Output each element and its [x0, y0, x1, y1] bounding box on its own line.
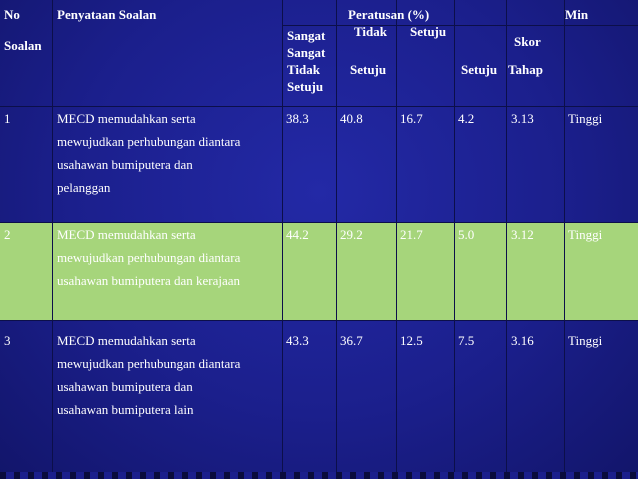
row-tahap: Tinggi [568, 333, 603, 348]
row-min: 3.12 [511, 227, 534, 242]
header-tidak: Tidak [354, 24, 388, 39]
row-ss: 4.2 [458, 111, 475, 126]
header-no: No [4, 7, 20, 22]
grid-line [52, 0, 53, 472]
row-no: 1 [4, 111, 11, 126]
row-statement: MECD memudahkan serta mewujudkan perhubungan diantara usahawan bumiputera dan kerajaan [57, 227, 241, 288]
header-sangat-setuju: Setuju [461, 62, 498, 77]
row-s: 16.7 [400, 111, 423, 126]
row-no: 3 [4, 333, 11, 348]
grid-line [396, 0, 397, 472]
row-no: 2 [4, 227, 11, 242]
grid-line [454, 0, 455, 472]
row-s: 21.7 [400, 227, 423, 242]
grid-line [336, 0, 337, 472]
header-peratusan: Peratusan (%) [348, 7, 430, 22]
bottom-decoration [0, 472, 638, 479]
row-ss: 7.5 [458, 333, 475, 348]
row-sts: 44.2 [286, 227, 309, 242]
header-soalan: Soalan [4, 38, 42, 53]
row-tahap: Tinggi [568, 111, 603, 126]
grid-line [564, 0, 565, 472]
row-min: 3.13 [511, 111, 534, 126]
row-s: 12.5 [400, 333, 423, 348]
grid-line [282, 25, 638, 26]
header-skor: Skor [514, 34, 541, 49]
grid-line [282, 0, 283, 472]
grid-line [0, 320, 638, 321]
row-statement: MECD memudahkan serta mewujudkan perhubungan diantara usahawan bumiputera dan usahawan bumiputera lain [57, 333, 241, 417]
row-ts: 36.7 [340, 333, 363, 348]
row-tahap: Tinggi [568, 227, 603, 242]
row-min: 3.16 [511, 333, 534, 348]
row-ts: 40.8 [340, 111, 363, 126]
header-sangat-tidak-setuju: Sangat Sangat Tidak Setuju [287, 28, 326, 94]
row-statement: MECD memudahkan serta mewujudkan perhubungan diantara usahawan bumiputera dan pelanggan [57, 111, 241, 195]
row-sts: 38.3 [286, 111, 309, 126]
header-tidak-setuju: Setuju [350, 62, 387, 77]
header-tahap: Tahap [508, 62, 543, 77]
row-ts: 29.2 [340, 227, 363, 242]
header-penyataan: Penyataan Soalan [57, 7, 157, 22]
header-setuju: Setuju [410, 24, 447, 39]
header-min: Min [565, 7, 589, 22]
row-ss: 5.0 [458, 227, 475, 242]
grid-line [506, 0, 507, 472]
row-sts: 43.3 [286, 333, 309, 348]
